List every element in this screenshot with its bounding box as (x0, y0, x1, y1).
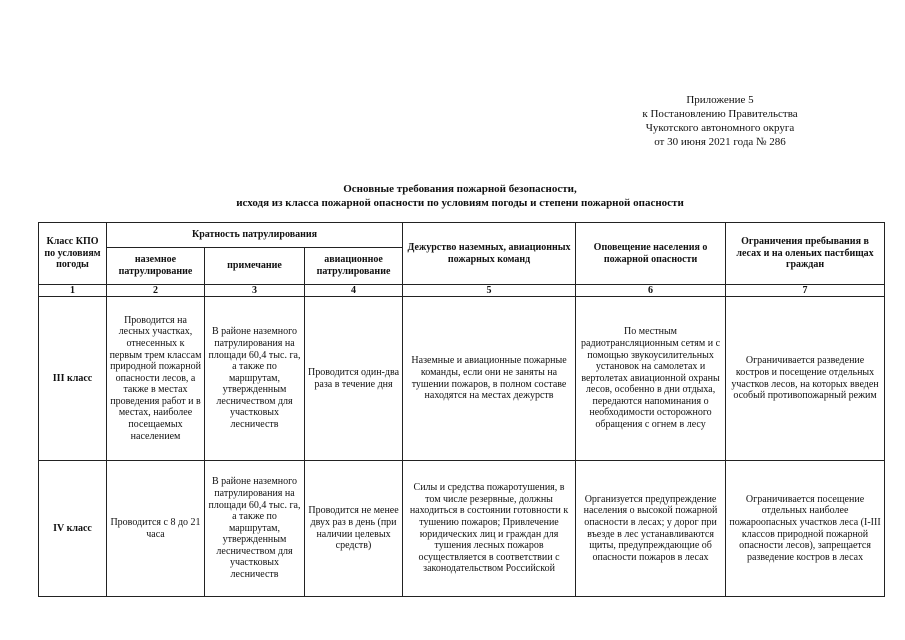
cell-text: Проводится с 8 до 21 часа (110, 516, 201, 540)
appendix-line-3: Чукотского автономного округа (645, 122, 795, 134)
cell-duty (403, 297, 576, 461)
cell-text: Ограничивается посещение отдельных наиболее пожароопасных участков леса (I-III классов природной пожарной опасности лесов), запрещается разведение костров в лесах (729, 493, 881, 563)
column-number: 5 (403, 285, 576, 297)
cell-ground-patrol (107, 297, 205, 461)
header-class: Класс КПО по условиям погоды (39, 223, 107, 285)
header-notification: Оповещение населения о пожарной опасности (576, 223, 726, 285)
cell-air-patrol (305, 297, 403, 461)
cell-note (205, 297, 305, 461)
column-number: 4 (305, 285, 403, 297)
cell-text: В районе наземного патрулирования на площади 60,4 тыс. га, а также по маршрутам, утвержденным лесничеством для участковых лесничеств (208, 476, 301, 581)
column-number: 2 (107, 285, 205, 297)
header-restrictions: Ограничения пребывания в лесах и на оленьих пастбищах граждан (726, 223, 885, 285)
cell-notification (576, 297, 726, 461)
cell-text: По местным радиотрансляционным сетям и с помощью звукоусилительных установок на самолетах и вертолетах авиационной охраны лесов, особенно в дни отдыха, передаются напоминания о необходимости осторожного обращения с огнем в лесу (581, 326, 721, 431)
cell-text: Проводится на лесных участках, отнесенных к первым трем классам природной пожарной опасности лесов, а также в местах проведения работ и в местах, наиболее посещаемых населением (109, 314, 202, 442)
cell-text: Ограничивается разведение костров и посещение отдельных участков лесов, на которых введен особый противопожарный режим (731, 355, 879, 402)
cell-text: В районе наземного патрулирования на площади 60,4 тыс. га, а также по маршрутам, утвержденным лесничеством для участковых лесничеств (208, 326, 301, 431)
cell-text: Силы и средства пожаротушения, в том числе резервные, должны находиться в состоянии готовности к тушению пожаров; Привлечение юридических лиц и граждан для тушения лесных пожаров осуществляется в соответствии с законодательством Российской (409, 482, 569, 575)
cell-text: Организуется предупреждение населения о высокой пожарной опасности в лесах; у дорог при въезде в лес устанавливаются щиты, предупреждающие об опасности пожаров в лесах (583, 493, 718, 563)
cell-air-patrol (305, 461, 403, 597)
header-ground-patrol: наземное патрулирование (107, 248, 205, 285)
header-air-patrol: авиационное патрулирование (305, 248, 403, 285)
column-number: 3 (205, 285, 305, 297)
column-number: 7 (726, 285, 885, 297)
cell-notification (576, 461, 726, 597)
title-line-1: Основные требования пожарной безопасности, (343, 183, 577, 195)
document-title (160, 182, 760, 210)
cell-note (205, 461, 305, 597)
cell-restrictions (726, 297, 885, 461)
header-patrol-frequency: Кратность патрулирования (107, 223, 403, 248)
column-number: 1 (39, 285, 107, 297)
row-class-label: III класс (39, 297, 107, 461)
cell-text: Проводится один-два раза в течение дня (308, 366, 400, 390)
appendix-line-2: к Постановлению Правительства (642, 108, 798, 120)
header-row-1 (39, 223, 885, 248)
cell-text: Наземные и авиационные пожарные команды, если они не заняты на тушении пожаров, в полном составе находятся на местах дежурств (411, 355, 567, 402)
header-note: примечание (205, 248, 305, 285)
cell-text: Проводится не менее двух раз в день (при наличии целевых средств) (308, 505, 399, 552)
row-class-label: IV класс (39, 461, 107, 597)
column-number: 6 (576, 285, 726, 297)
title-line-2: исходя из класса пожарной опасности по условиям погоды и степени пожарной опасности (236, 197, 684, 209)
appendix-line-1: Приложение 5 (686, 94, 754, 106)
appendix-block (600, 93, 840, 149)
header-duty: Дежурство наземных, авиационных пожарных команд (403, 223, 576, 285)
cell-duty (403, 461, 576, 597)
column-number-row (39, 285, 885, 297)
requirements-table (38, 222, 885, 597)
table-row-class-4 (39, 461, 885, 597)
cell-ground-patrol (107, 461, 205, 597)
table-row-class-3 (39, 297, 885, 461)
appendix-line-4: от 30 июня 2021 года № 286 (654, 136, 786, 148)
cell-restrictions (726, 461, 885, 597)
